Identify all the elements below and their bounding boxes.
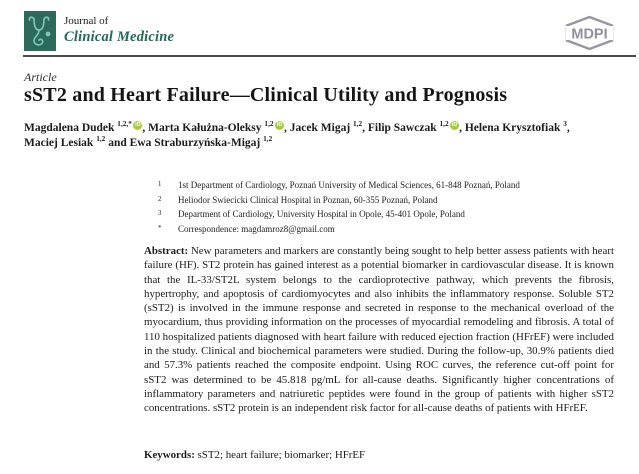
affiliation-text: 1st Department of Cardiology, Poznań University of Medical Sciences, 61-848 Poznań, Poland xyxy=(178,180,520,190)
author-separator: , xyxy=(284,122,290,134)
author-affiliation-marker: 1,2 xyxy=(264,119,274,129)
author-affiliation-marker: 1,2,* xyxy=(117,119,132,129)
affiliation-marker: 2 xyxy=(158,195,162,203)
author-affiliation-marker: 1,2 xyxy=(439,119,449,129)
author-name: Jacek Migaj xyxy=(289,122,354,134)
affiliation-row xyxy=(158,179,620,194)
mdpi-hexagon-icon xyxy=(563,15,616,51)
author-separator: , xyxy=(142,122,149,134)
author-affiliation-marker: 3 xyxy=(563,119,567,129)
author-affiliation-marker: 1,2 xyxy=(96,134,106,144)
author-list xyxy=(24,121,616,151)
orcid-icon[interactable]: iD xyxy=(451,122,458,129)
mdpi-wordmark: MDPI xyxy=(571,26,608,43)
header-divider xyxy=(23,55,636,57)
correspondence-email[interactable]: magdamroz8@gmail.com xyxy=(241,223,335,234)
abstract-text: New parameters and markers are constantly being sought to help better assess patients with heart failure (HF). ST2 protein has gained interest as a potential biomarker in cardiovascular disease. It is known that the IL-33/ST2L system belongs to the cardioprotective pathway, which prevents the fibrosis, hypertrophy, and apoptosis of cardiomyocytes and also inhibits the inflammatory response. Soluble ST2 (sST2) is involved in the immune response and secreted in response to the mechanical overload of the myocardium, thus providing information on the processes of myocardial remodeling and fibrosis. A total of 110 hospitalized patients diagnosed with heart failure with reduced ejection fraction (HFrEF) were included in the study. Clinical and biochemical parameters were studied. During the follow-up, 30.9% patients died and 57.3% patients reached the composite endpoint. Using ROC curves, the reference cut-off point for sST2 was determined to be 45.818 pg/mL for all-cause deaths. Significantly higher concentrations of inflammatory parameters and natriuretic peptides were found in the group of patients with higher sST2 concentrations. sST2 protein is an independent risk factor for all-cause deaths of patients with HFrEF. xyxy=(144,245,614,415)
journal-logo xyxy=(24,11,56,51)
journal-name-block xyxy=(64,15,174,46)
author-name: Ewa Straburzyńska-Migaj xyxy=(129,137,264,149)
author-name: Maciej Lesiak xyxy=(24,137,97,149)
keywords-text: sST2; heart failure; biomarker; HFrEF xyxy=(194,449,366,461)
author-affiliation-marker: 1,2 xyxy=(353,119,363,129)
affiliation-text: Correspondence: xyxy=(178,223,242,234)
article-title: sST2 and Heart Failure—Clinical Utility and Prognosis xyxy=(24,84,508,106)
author-separator: , xyxy=(362,122,368,134)
article-type-label: Article xyxy=(24,70,57,84)
journal-prefix: Journal of xyxy=(64,15,109,27)
journal-title: Clinical Medicine xyxy=(64,29,175,45)
affiliation-text: Heliodor Swiecicki Clinical Hospital in Poznan, 60-355 Poznań, Poland xyxy=(178,194,438,205)
author-line xyxy=(24,121,616,136)
affiliation-row xyxy=(158,223,620,238)
author-name: Marta Kałużna-Oleksy xyxy=(148,122,265,134)
affiliation-marker: 1 xyxy=(158,181,162,188)
mdpi-logo xyxy=(563,15,616,56)
keywords-label: Keywords: xyxy=(144,449,195,461)
author-name: Filip Sawczak xyxy=(367,122,440,134)
abstract-paragraph xyxy=(144,244,614,416)
affiliation-list xyxy=(158,179,620,237)
orcid-icon[interactable]: iD xyxy=(135,122,141,129)
author-separator: and xyxy=(105,137,130,149)
author-separator: , xyxy=(459,122,465,134)
author-name: Helena Krysztofiak xyxy=(464,122,564,134)
affiliation-row xyxy=(158,208,620,223)
stethoscope-icon xyxy=(24,11,56,51)
abstract-label: Abstract: xyxy=(144,245,189,257)
orcid-icon[interactable]: iD xyxy=(276,122,283,129)
affiliation-text: Department of Cardiology, University Hospital in Opole, 45-401 Opole, Poland xyxy=(178,209,465,220)
author-separator: , xyxy=(566,122,570,134)
affiliation-marker: * xyxy=(158,224,162,232)
author-name: Magdalena Dudek xyxy=(24,122,118,134)
author-affiliation-marker: 1,2 xyxy=(263,134,273,144)
affiliation-row xyxy=(158,194,620,209)
author-line xyxy=(24,136,616,151)
keywords-line xyxy=(144,449,614,461)
affiliation-marker: 3 xyxy=(158,210,162,218)
